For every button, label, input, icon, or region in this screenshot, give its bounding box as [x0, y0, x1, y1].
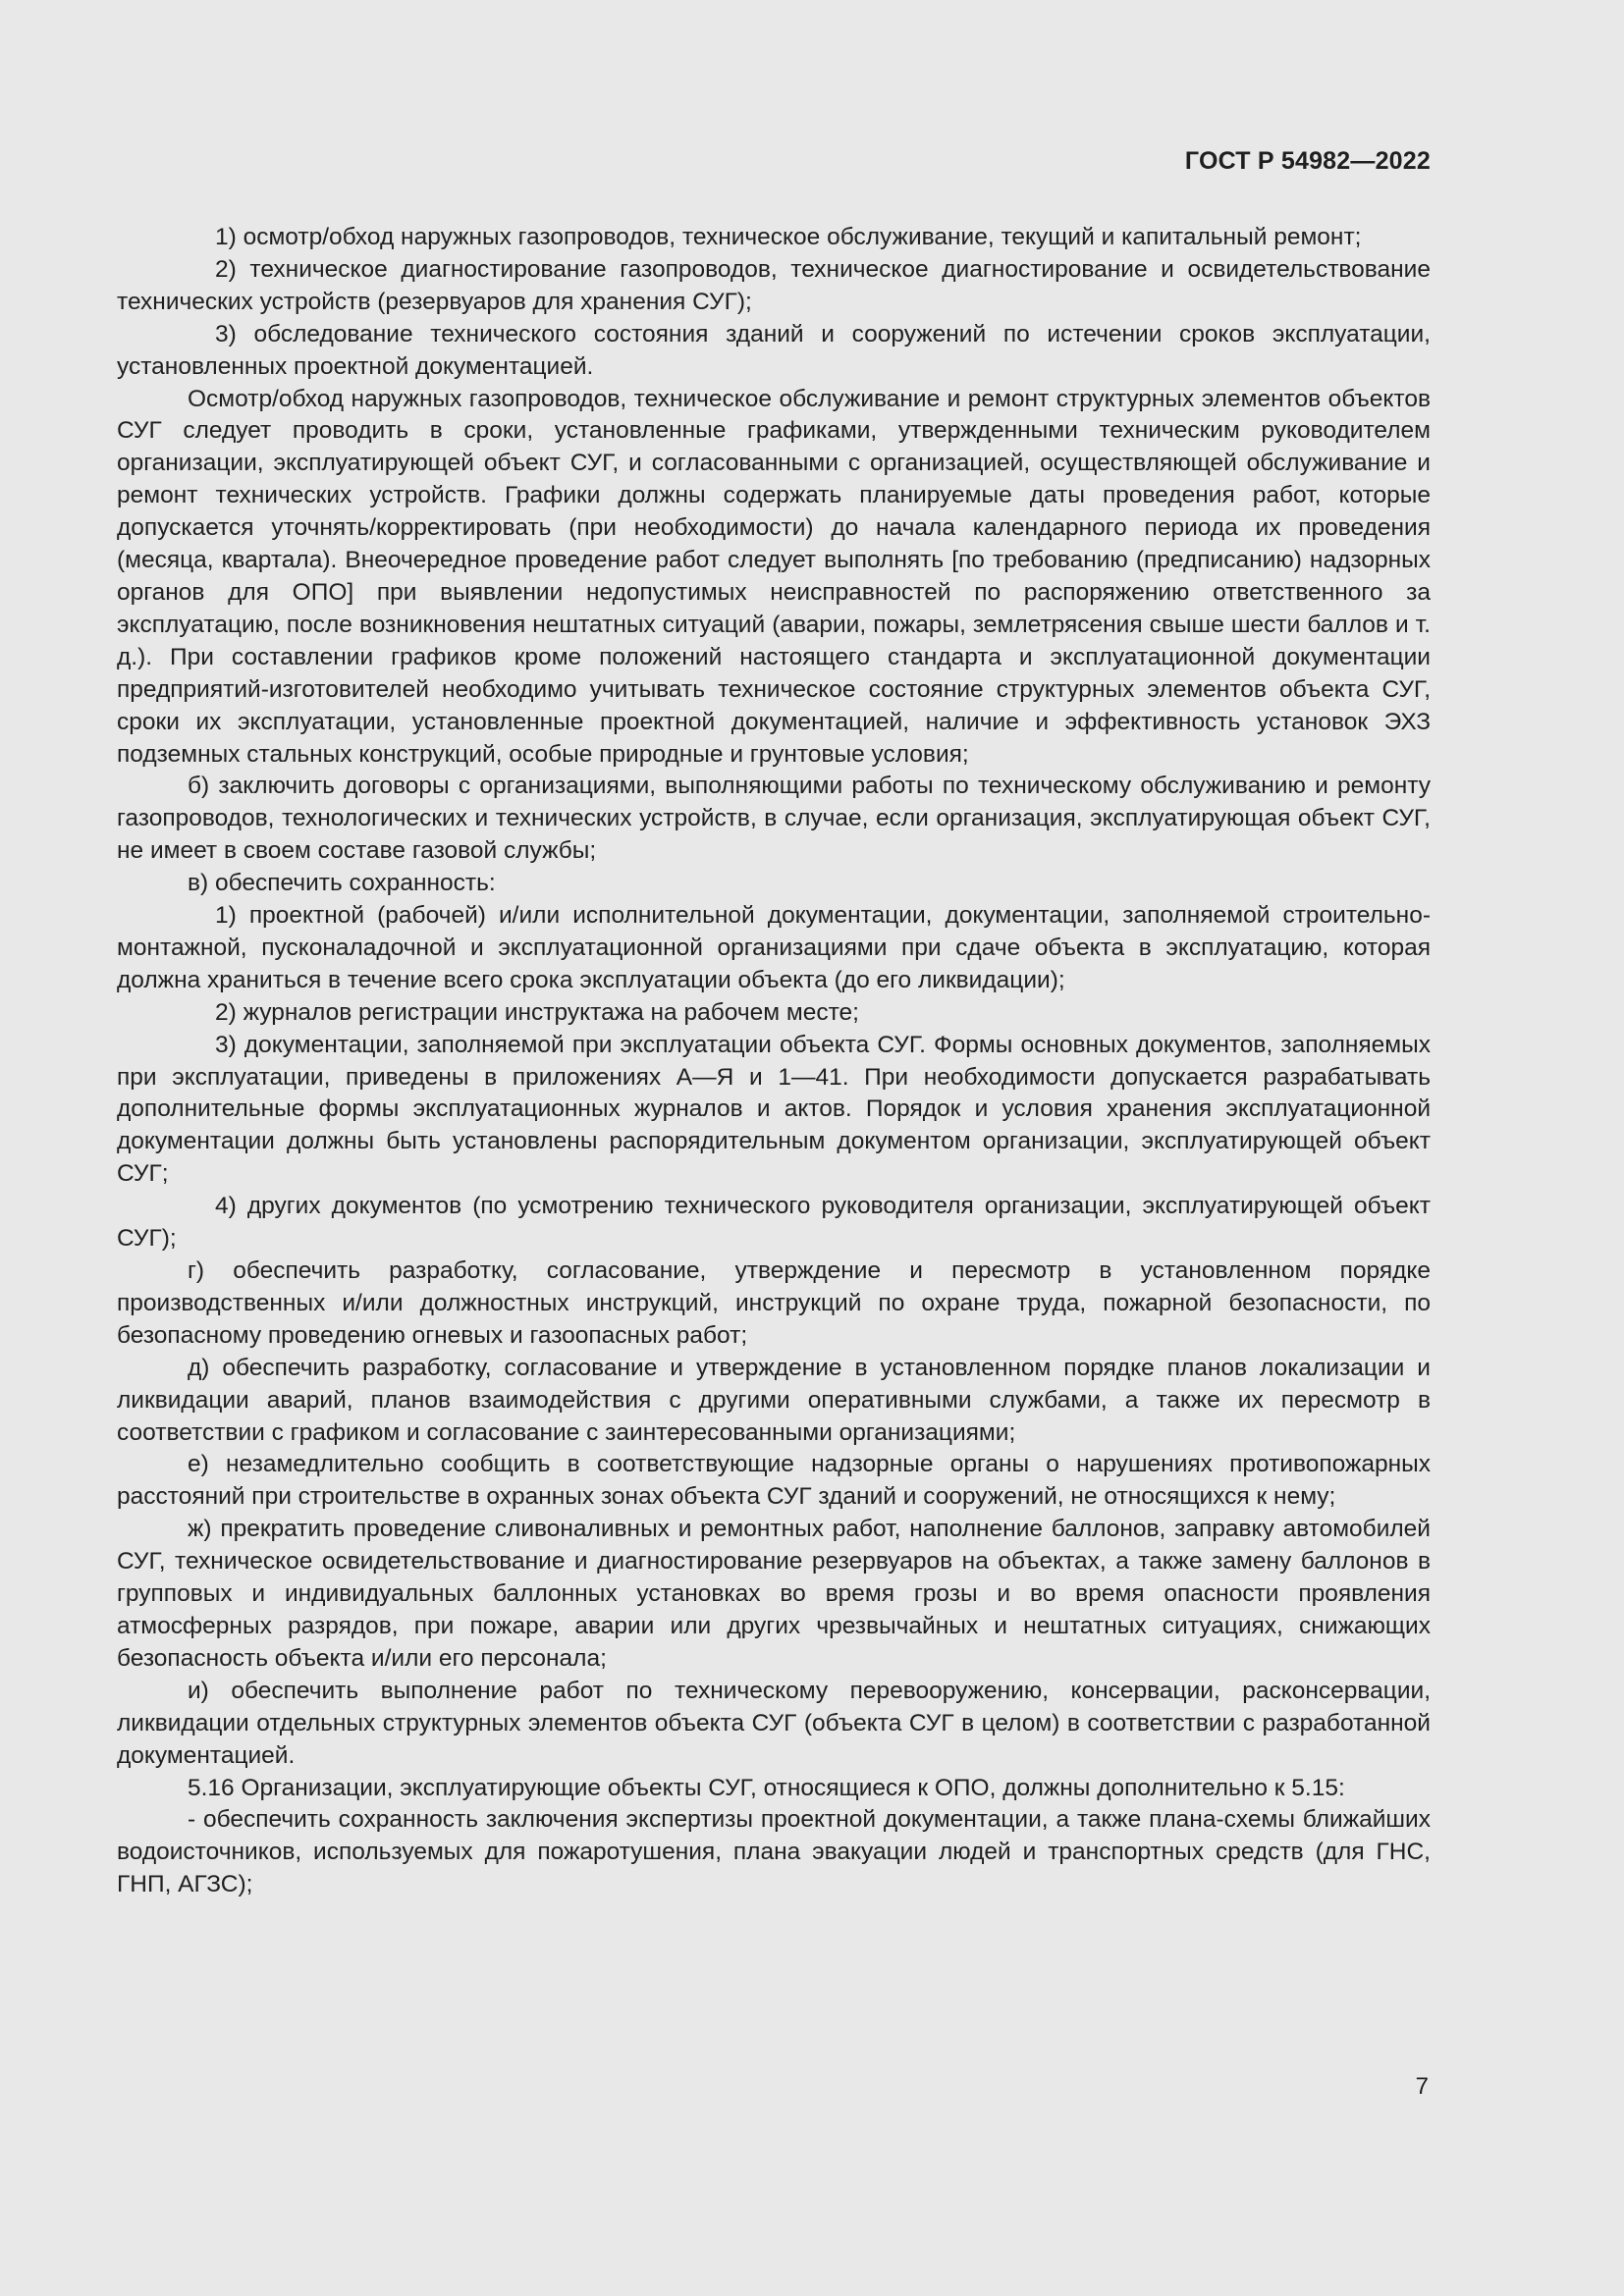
- paragraph-item-e: е) незамедлительно сообщить в соответствующие надзорные органы о нарушениях противопожарных расстояний при строительстве в охранных зонах объекта СУГ зданий и сооружений, не относящихся к нему;: [117, 1451, 1431, 1511]
- paragraph-subitem-2: 2) журналов регистрации инструктажа на рабочем месте;: [215, 998, 859, 1026]
- paragraph-subitem-1: 1) проектной (рабочей) и/или исполнительной документации, документации, заполняемой строительно-монтажной, пусконаладочной и эксплуатационной организациями при сдаче объекта в эксплуатацию, которая должна храниться в течение всего срока эксплуатации объекта (до его ликвидации);: [117, 902, 1431, 993]
- paragraph-item-zh: ж) прекратить проведение сливоналивных и ремонтных работ, наполнение баллонов, заправку автомобилей СУГ, техническое освидетельствование и диагностирование резервуаров на объектах, а также замену баллонов в групповых и индивидуальных баллонных установках во время грозы и во время опасности проявления атмосферных разрядов, при пожаре, аварии или других чрезвычайных и нештатных ситуациях, снижающих безопасность объекта и/или его персонала;: [117, 1516, 1431, 1672]
- paragraph-item-g: г) обеспечить разработку, согласование, утверждение и пересмотр в установленном порядке производственных и/или должностных инструкций, инструкций по охране труда, пожарной безопасности, по безопасному проведению огневых и газоопасных работ;: [117, 1257, 1431, 1349]
- paragraph-list-item-1: 1) осмотр/обход наружных газопроводов, техническое обслуживание, текущий и капитальный ремонт;: [215, 224, 1362, 250]
- paragraph-list-item-3: 3) обследование технического состояния зданий и сооружений по истечении сроков эксплуатации, установленных проектной документацией.: [117, 320, 1431, 380]
- paragraph-schedule: Осмотр/обход наружных газопроводов, техническое обслуживание и ремонт структурных элементов объектов СУГ следует проводить в сроки, установленные графиками, утвержденными техническим руководителем организации, эксплуатирующей объект СУГ, и согласованными с организацией, осуществляющей обслуживание и ремонт технических устройств. Графики должны содержать планируемые даты проведения работ, которые допускается уточнять/корректировать (при необходимости) до начала календарного периода их проведения (месяца, квартала). Внеочередное проведение работ следует выполнять [по требованию (предписанию) надзорных органов для ОПО] при выявлении недопустимых неисправностей по распоряжению ответственного за эксплуатацию, после возникновения нештатных ситуаций (аварии, пожары, землетрясения свыше шести баллов и т. д.). При составлении графиков кроме положений настоящего стандарта и эксплуатационной документации предприятий-изготовителей необходимо учитывать техническое состояние структурных элементов объекта СУГ, сроки их эксплуатации, установленные проектной документацией, наличие и эффективность установок ЭХЗ подземных стальных конструкций, особые природные и грунтовые условия;: [117, 385, 1431, 768]
- standard-designation: ГОСТ Р 54982—2022: [1184, 147, 1431, 175]
- paragraph-dash-item: - обеспечить сохранность заключения экспертизы проектной документации, а также плана-схемы ближайших водоисточников, используемых для пожаротушения, плана эвакуации людей и транспортных средств (для ГНС, ГНП, АГЗС);: [117, 1806, 1431, 1898]
- paragraph-subitem-4: 4) других документов (по усмотрению технического руководителя организации, эксплуатирующей объект СУГ);: [117, 1193, 1431, 1253]
- paragraph-item-b: б) заключить договоры с организациями, выполняющими работы по техническому обслуживанию и ремонту газопроводов, технологических и технических устройств, в случае, если организация, эксплуатирующая объект СУГ, не имеет в своем составе газовой службы;: [117, 773, 1431, 865]
- paragraph-item-d: д) обеспечить разработку, согласование и утверждение в установленном порядке планов локализации и ликвидации аварий, планов взаимодействия с другими оперативными службами, а также их пересмотр в соответствии с графиком и согласование с заинтересованными организациями;: [117, 1354, 1431, 1446]
- document-body: [117, 222, 1431, 1901]
- paragraph-item-i: и) обеспечить выполнение работ по техническому перевооружению, консервации, расконсервации, ликвидации отдельных структурных элементов объекта СУГ (объекта СУГ в целом) в соответствии с разработанной документацией.: [117, 1677, 1431, 1769]
- paragraph-clause-5-16: 5.16 Организации, эксплуатирующие объекты СУГ, относящиеся к ОПО, должны дополнительно к 5.15:: [188, 1774, 1345, 1801]
- page-number: 7: [1415, 2073, 1429, 2100]
- paragraph-subitem-3: 3) документации, заполняемой при эксплуатации объекта СУГ. Формы основных документов, заполняемых при эксплуатации, приведены в приложениях А—Я и 1—41. При необходимости допускается разрабатывать дополнительные формы эксплуатационных журналов и актов. Порядок и условия хранения эксплуатационной документации должны быть установлены распорядительным документом организации, эксплуатирующей объект СУГ;: [117, 1031, 1431, 1188]
- paragraph-list-item-2: 2) техническое диагностирование газопроводов, техническое диагностирование и освидетельствование технических устройств (резервуаров для хранения СУГ);: [117, 255, 1431, 315]
- paragraph-item-v: в) обеспечить сохранность:: [188, 870, 496, 897]
